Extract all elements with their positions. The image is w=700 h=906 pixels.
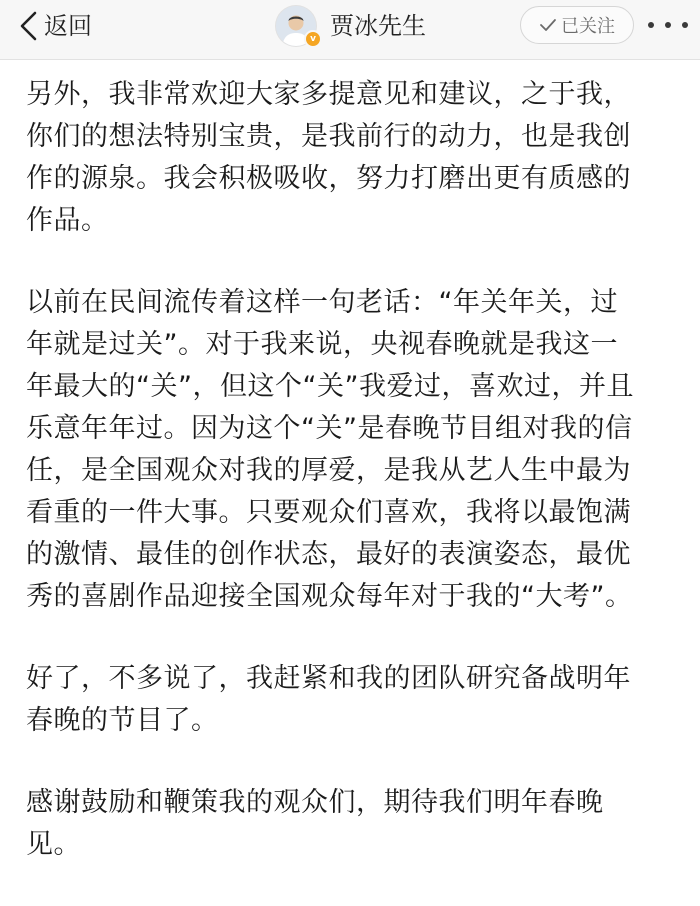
chevron-left-icon (18, 11, 40, 41)
back-button[interactable] (18, 8, 92, 44)
profile-header[interactable] (276, 4, 426, 48)
more-dot (665, 22, 671, 28)
top-nav-bar (0, 0, 700, 60)
verified-badge-icon: v (304, 30, 322, 48)
following-button[interactable] (520, 6, 634, 44)
following-label: 已关注 (561, 16, 615, 37)
back-label: 返回 (44, 12, 92, 40)
post-paragraph: 好了，不多说了，我赶紧和我的团队研究备战明年 春晚的节目了。 (26, 663, 631, 736)
check-icon (539, 17, 557, 33)
username[interactable]: 贾冰先生 (330, 12, 426, 40)
post-body (26, 74, 686, 906)
more-dots-icon[interactable] (648, 12, 688, 38)
more-dot (648, 22, 654, 28)
post-paragraph: 感谢鼓励和鞭策我的观众们，期待我们明年春晚 见。 (26, 787, 604, 860)
more-dot (682, 22, 688, 28)
post-paragraph: 以前在民间流传着这样一句老话：“年关年关，过 年就是过关”。对于我来说，央视春晚就是我这一 年最大的“关”，但这个“关”我爱过，喜欢过，并且 乐意年年过。因为这个“关”是春晚节目组对我的信 任，是全国观众对我的厚爱，是我从艺人生中最为 看重的一件大事。只要观众们喜欢，我将以最饱满 的激情、最佳的创作状态，最好的表演姿态，最优 秀的喜剧作品迎接全国观众每年对于我的“大考”。 (26, 287, 634, 612)
post-paragraph: 另外，我非常欢迎大家多提意见和建议，之于我， 你们的想法特别宝贵，是我前行的动力，也是我创 作的源泉。我会积极吸收，努力打磨出更有质感的 作品。 (26, 79, 631, 236)
